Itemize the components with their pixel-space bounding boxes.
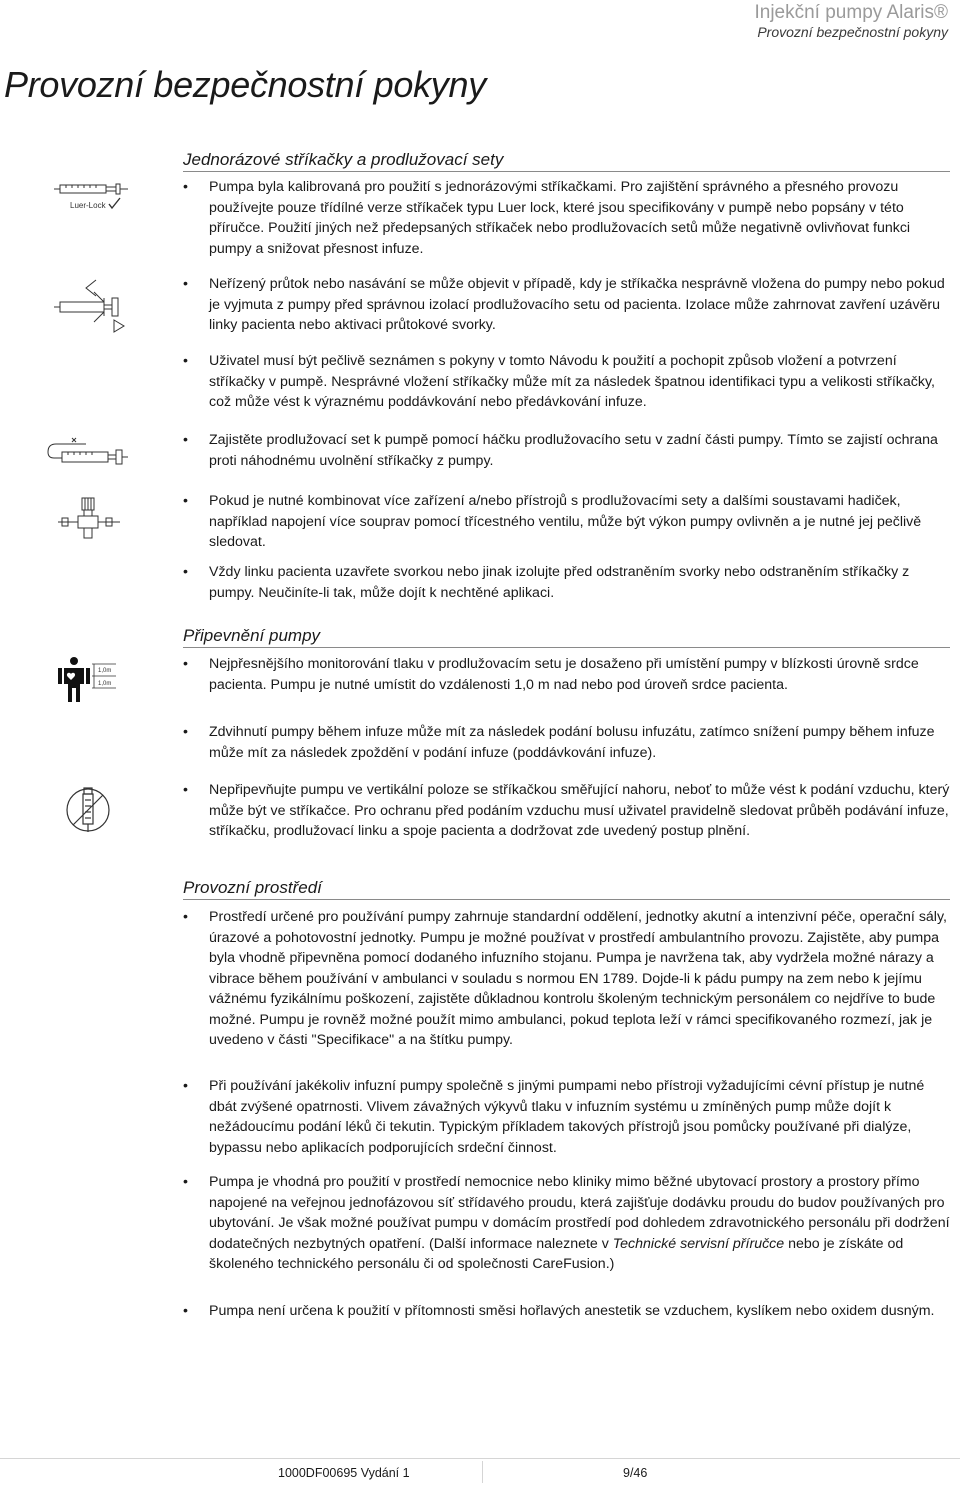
bullet-dot: • <box>183 1303 188 1319</box>
three-way-valve-icon <box>54 494 126 542</box>
bullet-text: Zdvihnutí pumpy během infuze může mít za následek podání bolusu infuzátu, zatímco snížení pumpy během infuze může mít za následek zpoždění v podání infuze (poddávkování infuze). <box>209 724 935 761</box>
footer-separator <box>482 1461 483 1483</box>
level-down-label: 1,0m <box>98 681 112 687</box>
bullet-text <box>209 1172 953 1275</box>
section-heading-mounting: Připevnění pumpy <box>183 626 950 648</box>
bullet-text: Vždy linku pacienta uzavřete svorkou nebo jinak izolujte před odstraněním svorky nebo odstraněním stříkačky z pumpy. Neučiníte-li tak, může dojít k nechtěné aplikaci. <box>209 564 910 601</box>
bullet-text-part: Pumpa je vhodná pro použití v prostředí nemocnice nebo kliniky mimo běžné ubytovací prostory a prostory přímo napojené na veřejnou jednofázovou síť střídavého proudu, která zajišťuje dodávku proudu do budov používaných pro ubytování. Je však možné používat pumpu v domácím prostředí pod dohledem zdravotnického personálu při dodržení dodatečných nezbytných opatření. (Další informace naleznete v <box>209 1174 950 1252</box>
luer-lock-label: Luer-Lock <box>70 201 106 210</box>
bullet-dot: • <box>183 276 188 292</box>
bullet-dot: • <box>183 353 188 369</box>
bullet-text: Uživatel musí být pečlivě seznámen s pokyny v tomto Návodu k použití a pochopit způsob vložení a potvrzení stříkačky v pumpě. Nesprávné vložení stříkačky může mít za následek špatnou identifikaci typu a velikosti stříkačky, což může vést k výraznému poddávkování nebo předávkování infuze. <box>209 353 935 410</box>
list-item <box>183 562 953 603</box>
level-up-label: 1,0m <box>98 668 112 674</box>
syringe-loading-icon <box>54 276 130 336</box>
footer-page-number: 9/46 <box>623 1466 648 1480</box>
list-item <box>183 351 953 413</box>
list-item <box>183 430 953 471</box>
bullet-text: Neřízený průtok nebo nasávání se může objevit v případě, kdy je stříkačka nesprávně vložena do pumpy nebo pokud je vyjmuta z pumpy před správnou izolací prodlužovacího setu od pacienta. Izolace může zahrnovat zavření uzávěru linky pacienta nebo aktivaci průtokové svorky. <box>209 276 945 333</box>
bullet-text: Zajistěte prodlužovací set k pumpě pomocí háčku prodlužovacího setu v zadní části pumpy. Tímto se zajistí ochrana proti náhodnému uvolnění stříkačky z pumpy. <box>209 432 938 469</box>
list-item <box>183 274 953 336</box>
bullet-dot: • <box>183 1078 188 1094</box>
list-item <box>183 1172 953 1275</box>
list-item <box>183 491 953 553</box>
bullet-text: Prostředí určené pro používání pumpy zahrnuje standardní oddělení, jednotky akutní a intenzivní péče, operační sály, úrazové a pohotovostní jednotky. Pumpu je možné používat v prostředí ambulantního provozu. Zajistěte, aby pumpa byla vhodně připevněna pomocí dodaného infuzního stojanu. Pumpa je navržena tak, aby vydržela možné nárazy a vibrace během používání v ambulanci v souladu s normou EN 1789. Dojde-li k pádu pumpy na zem nebo k jejímu vážnému fyzikálnímu poškození, zajistěte důkladnou kontrolu školeným technickým personálem co nejdříve to bude možné. Pumpu je rovněž možné použít mimo ambulanci, pokud teplota leží v rámci specifikovaného rozmezí, jak je uvedeno v části "Specifikace" a na štítku pumpy. <box>209 909 947 1048</box>
bullet-dot: • <box>183 909 188 925</box>
bullet-dot: • <box>183 1174 188 1190</box>
list-item <box>183 654 953 695</box>
bullet-text: Nejpřesnějšího monitorování tlaku v prodlužovacím setu je dosaženo při umístění pumpy v blízkosti úrovně srdce pacienta. Pumpu je nutné umístit do vzdálenosti 1,0 m nad nebo pod úroveň srdce pacienta. <box>209 656 919 693</box>
list-item <box>183 907 953 1051</box>
page-title: Provozní bezpečnostní pokyny <box>4 64 486 105</box>
bullet-dot: • <box>183 432 188 448</box>
manual-reference: Technické servisní příručce <box>612 1235 785 1252</box>
bullet-text: Pumpa není určena k použití v přítomnosti směsi hořlavých anestetik se vzduchem, kyslíkem nebo oxidem dusným. <box>209 1303 935 1319</box>
header-brand: Injekční pumpy Alaris® <box>754 2 948 23</box>
bullet-text: Pumpa byla kalibrovaná pro použití s jednorázovými stříkačkami. Pro zajištění správného a přesného provozu používejte pouze třídílné verze stříkaček typu Luer lock, které jsou specifikovány v pumpě nebo popsány v této příručce. Použití jiných než předepsaných stříkaček nebo prodlužovacích setů může negativně ovlivňovat funkci pumpy a snižovat přesnost infuze. <box>209 179 911 257</box>
no-vertical-mount-icon <box>64 784 112 836</box>
section-heading-environment: Provozní prostředí <box>183 878 950 900</box>
list-item <box>183 1301 953 1322</box>
list-item <box>183 177 953 259</box>
extension-set-hook-icon <box>46 432 130 474</box>
section-heading-syringes: Jednorázové stříkačky a prodlužovací sety <box>183 150 950 172</box>
bullet-text: Pokud je nutné kombinovat více zařízení a/nebo přístrojů s prodlužovacími sety a dalšími soustavami hadiček, například napojení více souprav pomocí třícestného ventilu, může být výkon pumpy ovlivněn a je nutné jej pečlivě sledovat. <box>209 493 922 550</box>
list-item <box>183 722 953 763</box>
bullet-dot: • <box>183 724 188 740</box>
bullet-text-part: nebo je získáte od školeného technického personálu či od společnosti CareFusion.) <box>209 1235 904 1272</box>
bullet-dot: • <box>183 493 188 509</box>
list-item <box>183 780 953 842</box>
bullet-dot: • <box>183 179 188 195</box>
header-subtitle: Provozní bezpečnostní pokyny <box>757 24 948 40</box>
bullet-text: Nepřipevňujte pumpu ve vertikální poloze se stříkačkou směřující nahoru, neboť to může vést k podání vzduchu, který může být ve stříkačce. Pro ochranu před podáním vzduchu musí uživatel pravidelně sledovat průběh podávání infuze, stříkačku, prodlužovací linku a spoje pacienta a dodržovat zde uvedený postup plnění. <box>209 782 950 839</box>
luer-lock-syringe-icon <box>52 178 132 214</box>
bullet-dot: • <box>183 564 188 580</box>
bullet-text: Při používání jakékoliv infuzní pumpy společně s jinými pumpami nebo přístroji vyžadujícími cévní přístup je nutné dbát zvýšené opatrnosti. Vlivem závažných výkyvů tlaku v infuzním systému u zmíněných pump může dojít k nežádoucímu podání léků či tekutin. Typickým příkladem takových přístrojů jsou pomůcky používané při dialýze, bypassu nebo aplikacích podporujících srdeční činnost. <box>209 1078 925 1156</box>
heart-level-patient-icon <box>54 656 118 706</box>
bullet-dot: • <box>183 656 188 672</box>
footer-divider <box>0 1458 960 1459</box>
bullet-dot: • <box>183 782 188 798</box>
footer-doc-id: 1000DF00695 Vydání 1 <box>278 1466 410 1480</box>
list-item <box>183 1076 953 1158</box>
